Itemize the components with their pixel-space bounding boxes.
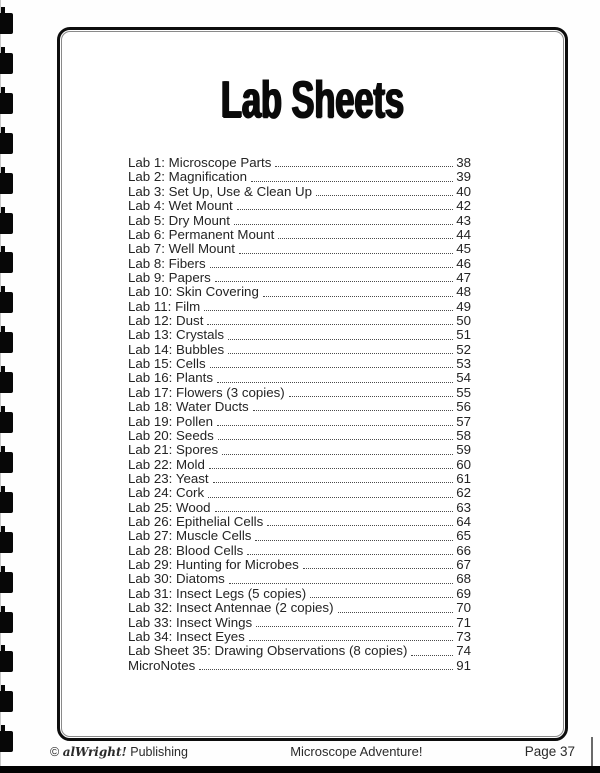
toc-entry: [128, 242, 471, 256]
toc-entry: [128, 185, 471, 199]
scan-right-edge-artifact: [591, 737, 593, 766]
toc-entry: [128, 587, 471, 601]
dot-leader: [255, 540, 453, 541]
binding-tab: [0, 372, 13, 393]
publisher-credit: [50, 745, 188, 759]
toc-entry-page: 49: [456, 298, 471, 314]
book-title: Microscope Adventure!: [290, 744, 423, 759]
toc-entry-label: Lab 25: Wood: [128, 499, 211, 515]
toc-entry-label: Lab 13: Crystals: [128, 327, 225, 343]
toc-entry: [128, 458, 471, 472]
toc-entry: [128, 400, 471, 414]
toc-entry: [128, 271, 471, 285]
dot-leader: [239, 253, 453, 254]
dot-leader: [217, 425, 453, 426]
binding-tab: [0, 13, 13, 34]
toc-entry-label: Lab 20: Seeds: [128, 427, 214, 443]
toc-entry-page: 60: [456, 456, 471, 472]
toc-entry: [128, 357, 471, 371]
toc-entry-page: 44: [456, 226, 471, 242]
toc-entry-label: MicroNotes: [128, 657, 196, 673]
dot-leader: [199, 669, 453, 670]
toc-entry-page: 50: [456, 313, 471, 329]
toc-entry-page: 68: [456, 571, 471, 587]
toc-entry: [128, 285, 471, 299]
dot-leader: [310, 597, 453, 598]
toc-entry-label: Lab Sheet 35: Drawing Observations (8 copies): [128, 643, 408, 659]
publisher-name: alWright!: [62, 745, 127, 759]
dot-leader: [289, 396, 454, 397]
toc-entry-page: 43: [456, 212, 471, 228]
copyright-symbol: ©: [50, 745, 60, 759]
toc-entry-page: 45: [456, 241, 471, 257]
toc-entry-label: Lab 2: Magnification: [128, 169, 248, 185]
binding-tab: [0, 691, 13, 712]
toc-entry-page: 74: [456, 643, 471, 659]
binding-tab: [0, 612, 13, 633]
toc-entry: [128, 213, 471, 227]
dot-leader: [213, 482, 454, 483]
dot-leader: [229, 583, 453, 584]
toc-entry-label: Lab 22: Mold: [128, 456, 205, 472]
toc-entry-label: Lab 10: Skin Covering: [128, 284, 259, 300]
toc-entry-page: 48: [456, 284, 471, 300]
toc-entry-label: Lab 8: Fibers: [128, 255, 206, 271]
toc-entry: [128, 414, 471, 428]
dot-leader: [228, 339, 453, 340]
toc-entry-page: 54: [456, 370, 471, 386]
dot-leader: [234, 224, 453, 225]
dot-leader: [411, 655, 453, 656]
dot-leader: [316, 195, 453, 196]
toc-entry: [128, 515, 471, 529]
binding-tab: [0, 452, 13, 473]
toc-entry: [128, 343, 471, 357]
binding-tab: [0, 133, 13, 154]
toc-entry: [128, 644, 471, 658]
toc-entry-page: 58: [456, 427, 471, 443]
toc-entry: [128, 472, 471, 486]
binding-tab: [0, 93, 13, 114]
toc-entry-label: Lab 32: Insect Antennae (2 copies): [128, 600, 334, 616]
toc-entry: [128, 170, 471, 184]
toc-entry: [128, 659, 471, 673]
toc-entry-label: Lab 19: Pollen: [128, 413, 214, 429]
dot-leader: [210, 367, 454, 368]
page-title: Lab Sheets: [220, 71, 405, 129]
dot-leader: [303, 568, 453, 569]
toc-entry: [128, 443, 471, 457]
dot-leader: [228, 353, 453, 354]
toc-entry-label: Lab 4: Wet Mount: [128, 198, 233, 214]
toc-entry-page: 47: [456, 269, 471, 285]
toc-entry: [128, 544, 471, 558]
toc-entry-label: Lab 18: Water Ducts: [128, 399, 249, 415]
toc-entry-label: Lab 28: Blood Cells: [128, 542, 244, 558]
toc-entry: [128, 300, 471, 314]
binding-tab: [0, 412, 13, 433]
dot-leader: [256, 626, 453, 627]
dot-leader: [249, 640, 453, 641]
toc-entry-label: Lab 26: Epithelial Cells: [128, 514, 264, 530]
toc-entry-page: 66: [456, 542, 471, 558]
dot-leader: [222, 454, 453, 455]
dot-leader: [218, 439, 453, 440]
toc-entry-page: 91: [456, 657, 471, 673]
toc-entry-label: Lab 27: Muscle Cells: [128, 528, 252, 544]
dot-leader: [338, 612, 454, 613]
toc-entry-page: 42: [456, 198, 471, 214]
dot-leader: [215, 281, 453, 282]
toc-entry-label: Lab 9: Papers: [128, 269, 211, 285]
toc-entry-page: 59: [456, 442, 471, 458]
binding-tab: [0, 492, 13, 513]
table-of-contents: [128, 156, 471, 673]
toc-entry-label: Lab 30: Diatoms: [128, 571, 225, 587]
toc-entry-label: Lab 23: Yeast: [128, 470, 209, 486]
dot-leader: [263, 296, 453, 297]
dot-leader: [210, 267, 454, 268]
dot-leader: [253, 410, 453, 411]
toc-entry-label: Lab 21: Spores: [128, 442, 219, 458]
toc-entry-label: Lab 31: Insect Legs (5 copies): [128, 585, 307, 601]
dot-leader: [251, 181, 453, 182]
toc-entry: [128, 314, 471, 328]
toc-entry: [128, 601, 471, 615]
toc-entry-page: 69: [456, 585, 471, 601]
toc-entry-label: Lab 29: Hunting for Microbes: [128, 557, 299, 573]
binding-tab: [0, 213, 13, 234]
toc-entry-label: Lab 5: Dry Mount: [128, 212, 230, 228]
toc-entry: [128, 386, 471, 400]
toc-entry-page: 51: [456, 327, 471, 343]
toc-entry-page: 40: [456, 183, 471, 199]
toc-entry-page: 56: [456, 399, 471, 415]
toc-entry: [128, 199, 471, 213]
binding-tab: [0, 53, 13, 74]
page-footer: [0, 744, 600, 764]
toc-entry-page: 63: [456, 499, 471, 515]
toc-entry-page: 55: [456, 384, 471, 400]
dot-leader: [208, 497, 453, 498]
toc-entry-label: Lab 11: Film: [128, 298, 201, 314]
toc-entry-page: 57: [456, 413, 471, 429]
toc-entry: [128, 486, 471, 500]
toc-entry: [128, 328, 471, 342]
toc-entry-page: 64: [456, 514, 471, 530]
dot-leader: [237, 209, 453, 210]
toc-entry-label: Lab 14: Bubbles: [128, 341, 225, 357]
toc-entry-label: Lab 12: Dust: [128, 313, 204, 329]
toc-entry-page: 38: [456, 155, 471, 171]
toc-entry-page: 73: [456, 628, 471, 644]
page-number: Page 37: [524, 744, 575, 759]
toc-entry-page: 70: [456, 600, 471, 616]
toc-entry: [128, 429, 471, 443]
binding-tab: [0, 532, 13, 553]
toc-entry-label: Lab 16: Plants: [128, 370, 214, 386]
dot-leader: [217, 382, 453, 383]
toc-entry-label: Lab 6: Permanent Mount: [128, 226, 275, 242]
toc-entry-page: 52: [456, 341, 471, 357]
publisher-suffix: Publishing: [130, 745, 188, 759]
toc-entry: [128, 529, 471, 543]
binding-tab: [0, 651, 13, 672]
toc-entry: [128, 257, 471, 271]
dot-leader: [275, 166, 453, 167]
page-border-frame: [57, 27, 568, 741]
toc-entry: [128, 228, 471, 242]
toc-entry-page: 61: [456, 470, 471, 486]
toc-entry-page: 53: [456, 356, 471, 372]
toc-entry-label: Lab 17: Flowers (3 copies): [128, 384, 285, 400]
toc-entry-label: Lab 3: Set Up, Use & Clean Up: [128, 183, 313, 199]
toc-entry: [128, 630, 471, 644]
binding-tab: [0, 572, 13, 593]
toc-entry: [128, 558, 471, 572]
toc-entry-page: 62: [456, 485, 471, 501]
binding-tab: [0, 252, 13, 273]
toc-entry-label: Lab 1: Microscope Parts: [128, 155, 272, 171]
toc-entry: [128, 156, 471, 170]
binding-tab: [0, 332, 13, 353]
toc-entry: [128, 501, 471, 515]
toc-entry-page: 65: [456, 528, 471, 544]
dot-leader: [267, 525, 453, 526]
dot-leader: [209, 468, 453, 469]
toc-entry-page: 71: [456, 614, 471, 630]
toc-entry-label: Lab 33: Insect Wings: [128, 614, 253, 630]
dot-leader: [207, 324, 453, 325]
dot-leader: [204, 310, 453, 311]
dot-leader: [247, 554, 453, 555]
toc-entry: [128, 371, 471, 385]
toc-entry-page: 67: [456, 557, 471, 573]
binding-tab: [0, 173, 13, 194]
dot-leader: [278, 238, 453, 239]
binding-tab: [0, 292, 13, 313]
toc-entry-page: 46: [456, 255, 471, 271]
toc-entry-label: Lab 15: Cells: [128, 356, 206, 372]
toc-entry: [128, 572, 471, 586]
toc-entry-page: 39: [456, 169, 471, 185]
toc-entry: [128, 616, 471, 630]
toc-entry-label: Lab 7: Well Mount: [128, 241, 235, 257]
toc-entry-label: Lab 34: Insect Eyes: [128, 628, 245, 644]
toc-entry-label: Lab 24: Cork: [128, 485, 205, 501]
dot-leader: [215, 511, 454, 512]
scan-bottom-bar: [0, 766, 600, 773]
